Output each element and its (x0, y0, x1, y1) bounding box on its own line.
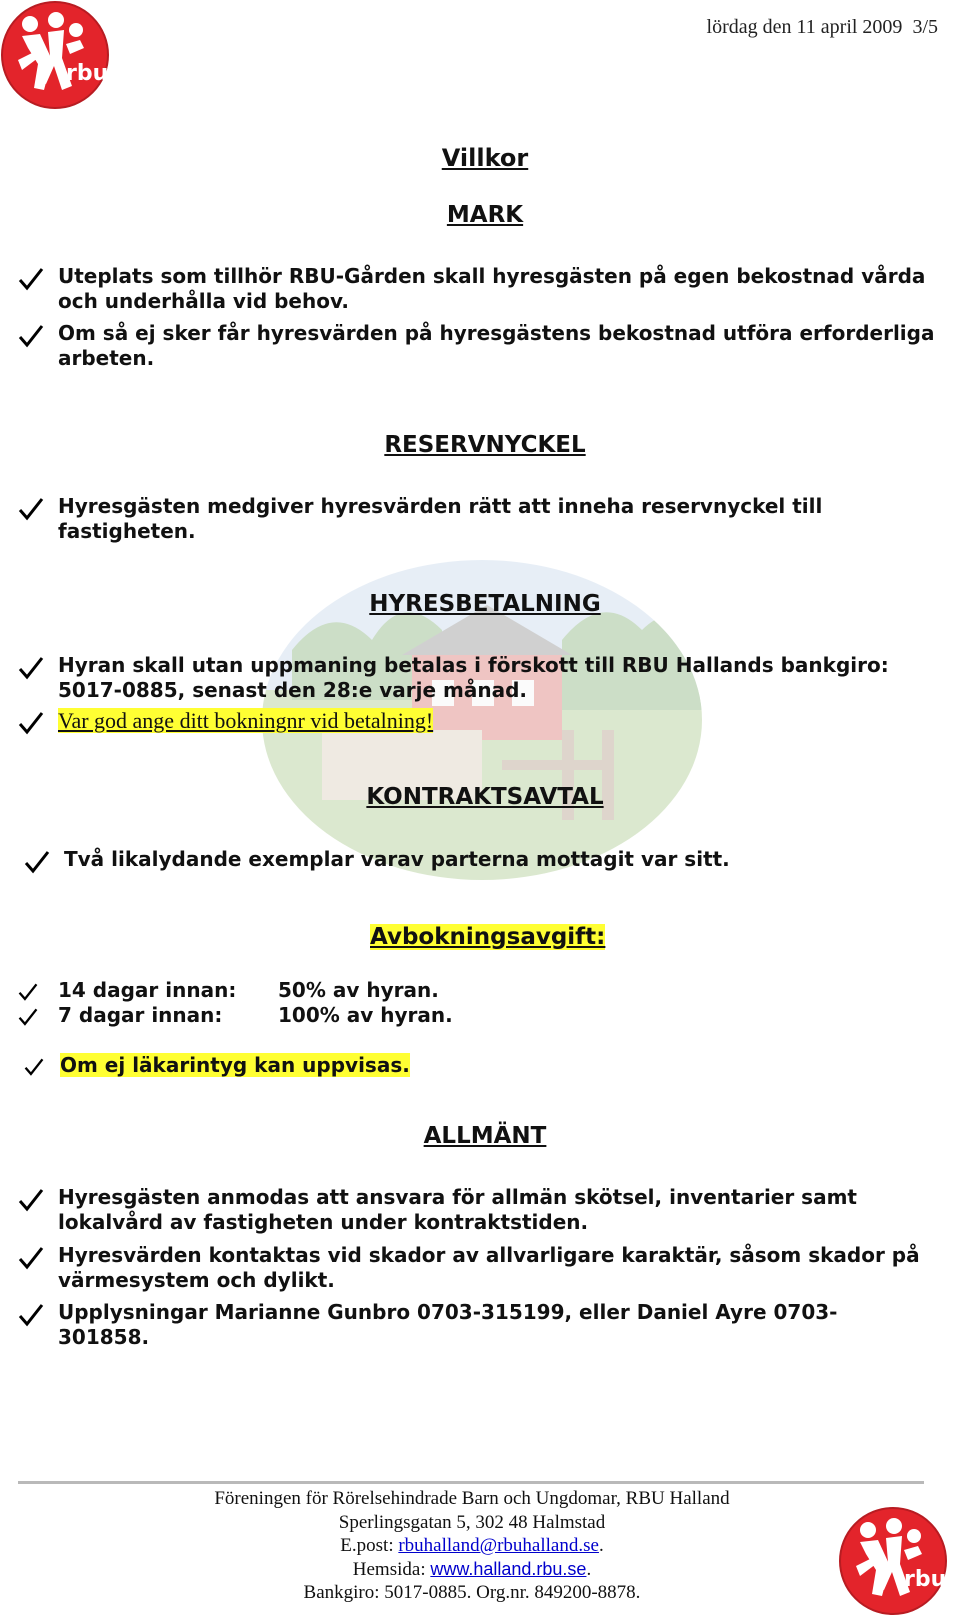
fee-value: 50% av hyran. (278, 978, 439, 1002)
header-date-page (707, 16, 938, 39)
page-number: 3/5 (912, 16, 938, 38)
checkmark-icon (18, 1007, 38, 1027)
heading-kontraktsavtal: KONTRAKTSAVTAL (366, 784, 604, 810)
heading-avbokningsavgift: Avbokningsavgift: (370, 924, 606, 950)
mark-item: Uteplats som tillhör RBU-Gården skall hyresgästen på egen bekostnad vårda och underhålla vid behov. (18, 264, 958, 314)
rbu-logo (0, 0, 110, 110)
checkmark-icon (18, 1302, 44, 1328)
footer-divider (18, 1481, 924, 1484)
fee-row (18, 1003, 453, 1028)
hyresbetalning-item: Hyran skall utan uppmaning betalas i förskott till RBU Hallands bankgiro: 5017-0885, senast den 28:e varje månad. (18, 653, 958, 703)
heading-reservnyckel: RESERVNYCKEL (384, 432, 586, 458)
checkmark-icon (24, 1057, 44, 1077)
footer-org: Föreningen för Rörelsehindrade Barn och Ungdomar, RBU Halland (214, 1488, 730, 1509)
heading-hyresbetalning: HYRESBETALNING (369, 591, 601, 617)
checkmark-icon (18, 1245, 44, 1271)
fee-row (18, 978, 439, 1003)
title-villkor: Villkor (441, 144, 529, 172)
heading-allmant: ALLMÄNT (423, 1123, 547, 1149)
svg-text:rbu: rbu (904, 1567, 947, 1592)
rbu-logo (838, 1506, 948, 1616)
website-link[interactable]: www.halland.rbu.se (430, 1558, 587, 1579)
header-date: lördag den 11 april 2009 (706, 16, 903, 38)
payment-reminder: Var god ange ditt bokningnr vid betalning! (58, 708, 434, 733)
heading-mark: MARK (446, 202, 524, 228)
allmant-item: Hyresvärden kontaktas vid skador av allvarligare karaktär, såsom skador på värmesystem och dylikt. (18, 1243, 958, 1293)
checkmark-icon (18, 1187, 44, 1213)
checkmark-icon (18, 655, 44, 681)
allmant-item: Hyresgästen anmodas att ansvara för allmän skötsel, inventarier samt lokalvård av fastigheten under kontraktstiden. (18, 1185, 958, 1235)
footer-address: Sperlingsgatan 5, 302 48 Halmstad (338, 1511, 606, 1533)
mark-item: Om så ej sker får hyresvärden på hyresgästens bekostnad utföra erforderliga arbeten. (18, 321, 958, 371)
reservnyckel-item: Hyresgästen medgiver hyresvärden rätt att inneha reservnyckel till fastigheten. (18, 494, 958, 544)
checkmark-icon (18, 266, 44, 292)
svg-text:rbu: rbu (66, 61, 109, 86)
fee-note-row (24, 1053, 410, 1078)
footer-email-line: E.post: rbuhalland@rbuhalland.se. (340, 1535, 604, 1556)
footer-site-line: Hemsida: www.halland.rbu.se. (352, 1558, 592, 1580)
allmant-item: Upplysningar Marianne Gunbro 0703-315199, eller Daniel Ayre 0703-301858. (18, 1300, 958, 1350)
hyresbetalning-item (18, 708, 958, 733)
checkmark-icon (18, 710, 44, 736)
checkmark-icon (18, 323, 44, 349)
checkmark-icon (18, 982, 38, 1002)
fee-label: 7 dagar innan: (58, 1003, 223, 1027)
footer (0, 1487, 947, 1605)
fee-label: 14 dagar innan: (58, 978, 237, 1002)
checkmark-icon (24, 849, 50, 875)
footer-bank: Bankgiro: 5017-0885. Org.nr. 849200-8878. (303, 1582, 641, 1603)
checkmark-icon (18, 496, 44, 522)
email-link[interactable]: rbuhalland@rbuhalland.se (398, 1535, 599, 1556)
kontraktsavtal-item: Två likalydande exemplar varav parterna mottagit var sitt. (24, 847, 960, 872)
fee-value: 100% av hyran. (278, 1003, 453, 1027)
fee-note: Om ej läkarintyg kan uppvisas. (60, 1053, 410, 1077)
